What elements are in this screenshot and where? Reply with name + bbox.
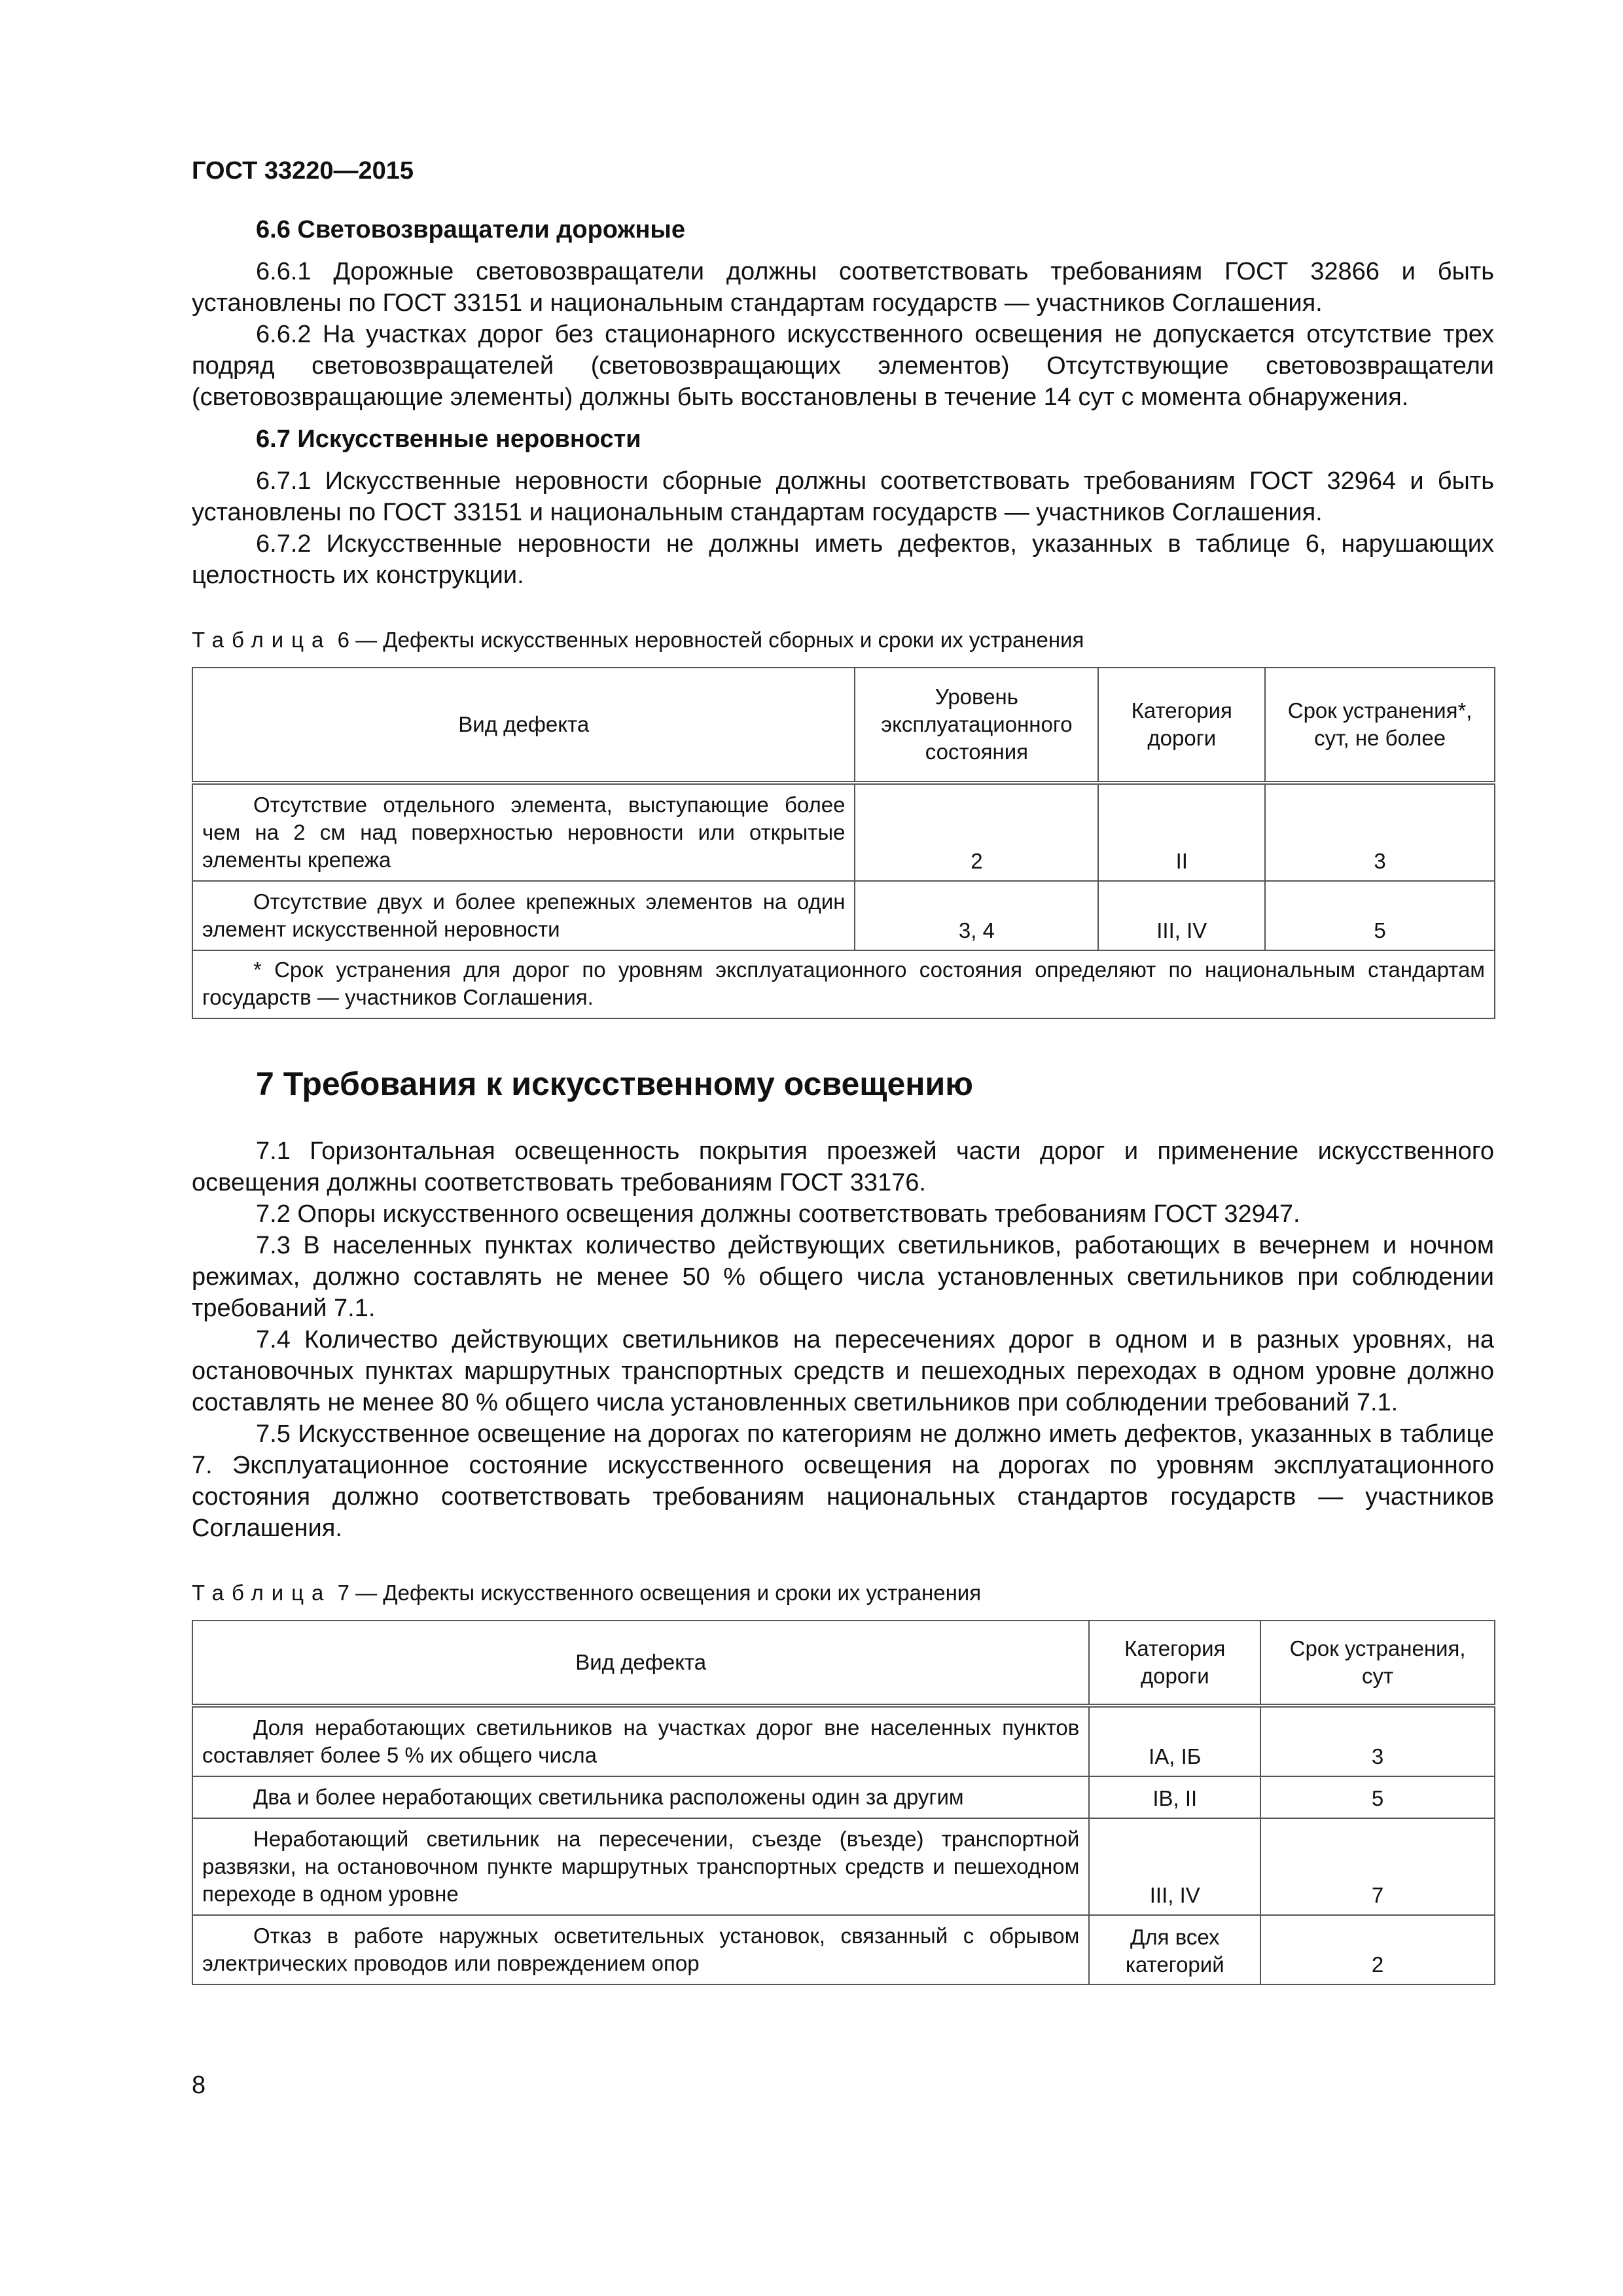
table-cell: Доля неработающих светильников на участках дорог вне населенных пунктов составляет более 5 % их общего числа <box>192 1706 1089 1776</box>
document-page <box>192 157 1494 1985</box>
table-cell: 5 <box>1265 881 1495 950</box>
paragraph-7-2: 7.2 Опоры искусственного освещения должны соответствовать требованиям ГОСТ 32947. <box>256 1200 1300 1228</box>
table-cell: Отсутствие отдельного элемента, выступающие более чем на 2 см над поверхностью неровности или открытые элементы крепежа <box>192 783 855 881</box>
table-cell: II <box>1098 783 1265 881</box>
table-row <box>192 881 1495 950</box>
table-row <box>192 1776 1495 1818</box>
paragraph-6-6-2: 6.6.2 На участках дорог без стационарного искусственного освещения не допускается отсутствие трех подряд световозвращателей (световозвращающих элементов) Отсутствующие световозвращатели (световозвращающие элементы) должны быть восстановлены в течение 14 сут с момента обнаружения. <box>192 321 1494 411</box>
table-cell: III, IV <box>1089 1818 1260 1915</box>
table-6 <box>192 667 1495 1019</box>
table-cell: 2 <box>1260 1915 1495 1984</box>
section-6-7-heading: 6.7 Искусственные неровности <box>256 425 641 453</box>
table-cell: Отказ в работе наружных осветительных установок, связанный с обрывом электрических проводов или повреждением опор <box>192 1915 1089 1984</box>
paragraph-7-4: 7.4 Количество действующих светильников на пересечениях дорог в одном и в разных уровнях, на остановочных пунктах маршрутных транспортных средств и пешеходных переходах в одном уровне должно составлять не менее 80 % общего числа установленных светильников при соблюдении требований 7.1. <box>192 1326 1494 1416</box>
table-7-caption-label: Таблица <box>192 1581 332 1605</box>
table-cell: 3 <box>1260 1706 1495 1776</box>
table-cell: IB, II <box>1089 1776 1260 1818</box>
table-7-header-term: Срок устранения, сут <box>1260 1621 1495 1706</box>
table-7-header-defect: Вид дефекта <box>192 1621 1089 1706</box>
table-7-caption <box>192 1581 1494 1605</box>
table-6-header-defect: Вид дефекта <box>192 668 855 783</box>
paragraph-7-3: 7.3 В населенных пунктах количество действующих светильников, работающих в вечернем и ночном режимах, должно составлять не менее 50 % общего числа установленных светильников при соблюдении требований 7.1. <box>192 1232 1494 1322</box>
table-7-header-category: Категория дороги <box>1089 1621 1260 1706</box>
table-note-row <box>192 950 1495 1018</box>
paragraph-6-7-1: 6.7.1 Искусственные неровности сборные должны соответствовать требованиям ГОСТ 32964 и быть установлены по ГОСТ 33151 и национальным стандартам государств — участников Соглашения. <box>192 467 1494 526</box>
table-cell: 3, 4 <box>855 881 1098 950</box>
paragraph-7-5: 7.5 Искусственное освещение на дорогах по категориям не должно иметь дефектов, указанных в таблице 7. Эксплуатационное состояние искусственного освещения на дорогах по уровням эксплуатационного состояния должно соответствовать требованиям национальных стандартов государств — участников Соглашения. <box>192 1420 1494 1542</box>
table-cell: 3 <box>1265 783 1495 881</box>
table-cell: 2 <box>855 783 1098 881</box>
table-cell: Для всех категорий <box>1089 1915 1260 1984</box>
table-7-caption-text: 7 — Дефекты искусственного освещения и сроки их устранения <box>337 1581 982 1605</box>
page-number: 8 <box>192 2072 206 2099</box>
table-7 <box>192 1620 1495 1985</box>
table-row <box>192 1915 1495 1984</box>
table-cell: IA, IБ <box>1089 1706 1260 1776</box>
table-cell: 7 <box>1260 1818 1495 1915</box>
table-cell: III, IV <box>1098 881 1265 950</box>
table-row <box>192 1818 1495 1915</box>
table-6-caption-label: Таблица <box>192 628 332 652</box>
table-6-caption-text: 6 — Дефекты искусственных неровностей сборных и сроки их устранения <box>337 628 1084 652</box>
paragraph-6-6-1: 6.6.1 Дорожные световозвращатели должны соответствовать требованиям ГОСТ 32866 и быть установлены по ГОСТ 33151 и национальным стандартам государств — участников Соглашения. <box>192 258 1494 317</box>
table-6-header-level: Уровень эксплуатационного состояния <box>855 668 1098 783</box>
table-cell: Неработающий светильник на пересечении, съезде (въезде) транспортной развязки, на остановочном пункте маршрутных транспортных средств и пешеходном переходе в одном уровне <box>192 1818 1089 1915</box>
table-cell: Отсутствие двух и более крепежных элементов на один элемент искусственной неровности <box>192 881 855 950</box>
table-cell: 5 <box>1260 1776 1495 1818</box>
paragraph-7-1: 7.1 Горизонтальная освещенность покрытия проезжей части дорог и применение искусственного освещения должны соответствовать требованиям ГОСТ 33176. <box>192 1138 1494 1196</box>
paragraph-6-7-2: 6.7.2 Искусственные неровности не должны иметь дефектов, указанных в таблице 6, нарушающих целостность их конструкции. <box>192 530 1494 589</box>
section-7-heading: 7 Требования к искусственному освещению <box>256 1066 973 1102</box>
table-6-note: * Срок устранения для дорог по уровням эксплуатационного состояния определяют по национальным стандартам государств — участников Соглашения. <box>192 950 1495 1018</box>
table-row <box>192 783 1495 881</box>
table-6-header-category: Категория дороги <box>1098 668 1265 783</box>
table-cell: Два и более неработающих светильника расположены один за другим <box>192 1776 1089 1818</box>
table-6-header-term: Срок устранения*, сут, не более <box>1265 668 1495 783</box>
table-6-caption <box>192 628 1494 653</box>
document-id: ГОСТ 33220—2015 <box>192 157 414 185</box>
section-6-6-heading: 6.6 Световозвращатели дорожные <box>256 216 686 243</box>
table-row <box>192 1706 1495 1776</box>
